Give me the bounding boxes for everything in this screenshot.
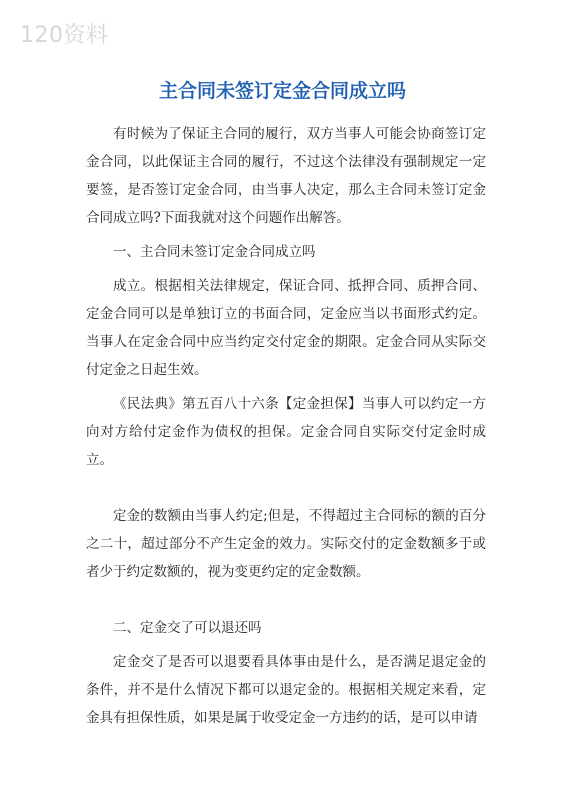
document-body (86, 120, 486, 732)
paragraph-answer: 成立。根据相关法律规定，保证合同、抵押合同、质押合同、定金合同可以是单独订立的书面合同，定金应当以书面形式约定。当事人在定金合同中应当约定交付定金的期限。定金合同从实际交付定金之日起生效。 (86, 278, 486, 378)
watermark-logo: 120资料 (20, 23, 109, 48)
paragraph-intro: 有时候为了保证主合同的履行，双方当事人可能会协商签订定金合同，以此保证主合同的履行，不过这个法律没有强制规定一定要签，是否签订定金合同，由当事人决定，那么主合同未签订定金合同成立吗?下面我就对这个问题作出解答。 (86, 126, 486, 226)
section-heading-2: 二、定金交了可以退还吗 (113, 620, 262, 636)
paragraph-deposit-amount: 定金的数额由当事人约定;但是，不得超过主合同标的额的百分之二十，超过部分不产生定金的效力。实际交付的定金数额多于或者少于约定数额的，视为变更约定的定金数额。 (86, 508, 486, 580)
section-heading-1: 一、主合同未签订定金合同成立吗 (113, 244, 316, 260)
paragraph-refund: 定金交了是否可以退要看具体事由是什么，是否满足退定金的条件，并不是什么情况下都可以退定金的。根据相关规定来看，定金具有担保性质，如果是属于收受定金一方违约的话，是可以申请 (86, 654, 486, 726)
paragraph-civil-code: 《民法典》第五百八十六条【定金担保】当事人可以约定一方向对方给付定金作为债权的担保。定金合同自实际交付定金时成立。 (86, 396, 486, 468)
document-title: 主合同未签订定金合同成立吗 (158, 80, 406, 102)
